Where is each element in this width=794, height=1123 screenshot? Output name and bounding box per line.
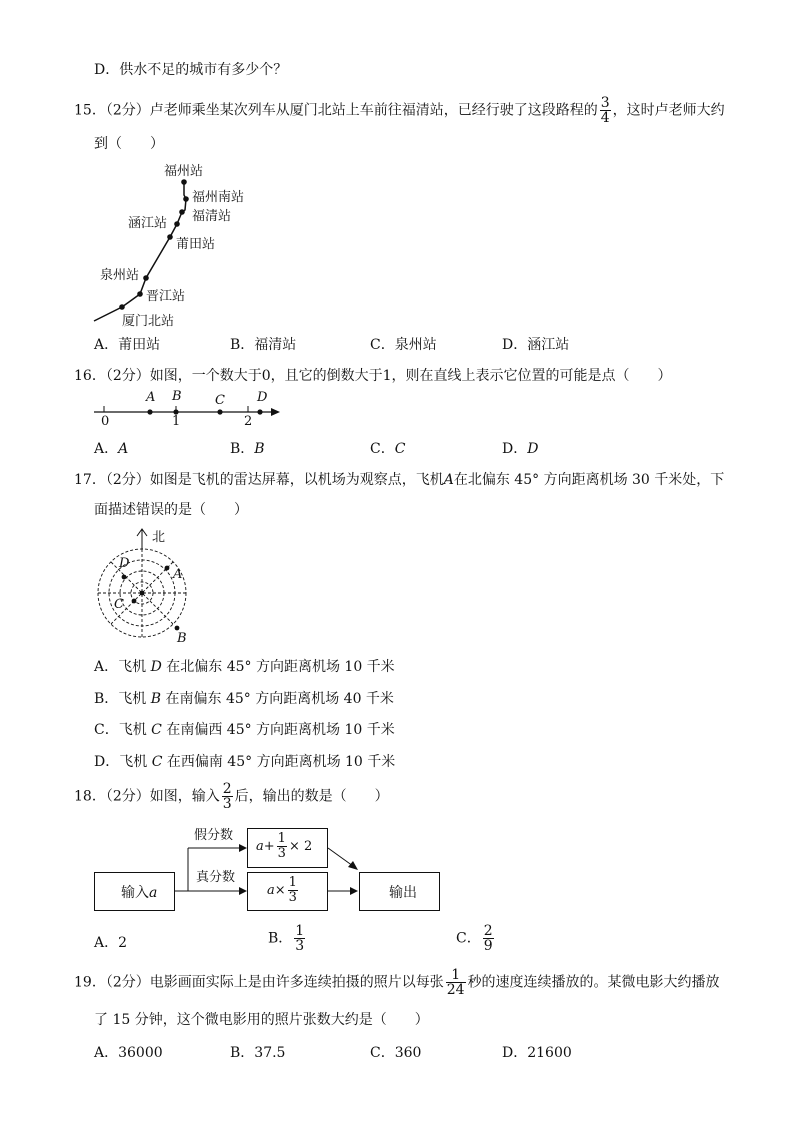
q16-option-d[interactable] [502, 438, 538, 458]
q17-option-d-pre: D．飞机 [94, 754, 152, 770]
flow-upper-arrowhead [239, 844, 247, 852]
expr1-fraction [277, 832, 287, 861]
q15-option-d[interactable]: D．涵江站 [502, 337, 570, 353]
flow-lower-arrowhead [239, 887, 247, 895]
station-label-xiamen-north: 厦门北站 [122, 314, 175, 329]
point-label-a: A [146, 390, 156, 405]
input-box [94, 872, 175, 911]
q15-fraction [600, 96, 611, 125]
q17-option-c-plane: C [151, 722, 162, 738]
q14-option-d: D．供水不足的城市有多少个？ [94, 62, 288, 78]
q16-option-a-label: A． [94, 441, 119, 457]
q18-stem-prefix: 18．（2分）如图，输入 [74, 788, 220, 805]
q17-option-a[interactable] [94, 656, 395, 676]
q17-option-b-pre: B．飞机 [94, 691, 151, 707]
radar-label-d: D [119, 556, 130, 571]
station-dot-jinjiang [137, 291, 143, 297]
q18-option-b-label: B． [268, 930, 293, 947]
point-c [217, 409, 222, 414]
flow-diag-arrowhead [348, 861, 358, 870]
station-dot-putian [167, 234, 173, 240]
q17-option-a-plane: D [150, 659, 162, 675]
station-dot-hanjiang [174, 221, 180, 227]
north-label: 北 [152, 530, 166, 545]
q16-option-b-value: B [254, 441, 265, 457]
q16-option-b-label: B． [230, 441, 255, 457]
plane-dot-c [132, 599, 137, 604]
point-label-c: C [215, 393, 225, 408]
q17-option-c-post: 在南偏西 45° 方向距离机场 10 千米 [161, 722, 395, 738]
proper-label: 真分数 [196, 870, 236, 885]
expr1-var: a [256, 839, 264, 854]
q18-frac-den: 3 [222, 796, 232, 812]
expr2-var: a [267, 883, 275, 898]
q17-stem-line1 [74, 470, 724, 490]
q19-option-b[interactable]: B．37.5 [230, 1045, 286, 1061]
q17-option-c-pre: C．飞机 [94, 722, 152, 738]
q18-option-c[interactable] [456, 924, 496, 953]
q19-option-a[interactable]: A．36000 [94, 1045, 163, 1061]
station-dot-quanzhou [143, 275, 149, 281]
q15-stem-line2: 到（ ） [94, 136, 164, 152]
station-label-putian: 莆田站 [176, 237, 216, 252]
point-d [257, 409, 262, 414]
expr1-frac-num: 1 [277, 831, 286, 846]
q19-frac-num: 1 [446, 968, 466, 983]
q17-option-a-pre: A．飞机 [94, 659, 151, 675]
q17-option-b[interactable] [94, 688, 394, 708]
q16-stem: 16．（2分）如图，一个数大于0，且它的倒数大于1，则在直线上表示它位置的可能是点（ ） [74, 368, 672, 384]
expr2-fraction [288, 876, 298, 905]
expr1-plus: + [263, 839, 275, 854]
station-label-fuzhou-south: 福州南站 [192, 190, 245, 205]
radar-label-c: C [114, 597, 124, 612]
q16-option-c[interactable] [370, 438, 405, 458]
proper-process-box [247, 872, 328, 911]
expr1-frac-den: 3 [277, 846, 286, 861]
q16-option-a[interactable] [94, 438, 128, 458]
q19-option-d[interactable]: D．21600 [502, 1045, 572, 1061]
q19-frac-den: 24 [446, 982, 465, 998]
q18-fraction [222, 782, 233, 811]
station-label-quanzhou: 泉州站 [100, 268, 140, 283]
q15-stem-suffix: ，这时卢老师大约 [612, 102, 725, 119]
point-label-b: B [172, 389, 182, 404]
q17-option-b-plane: B [150, 691, 162, 707]
radar-label-b: B [177, 631, 187, 646]
q16-option-c-label: C． [370, 441, 395, 457]
output-box-label: 输出 [389, 885, 417, 901]
plane-dot-d [122, 575, 127, 580]
q17-radar-screen [90, 525, 200, 647]
q17-stem-line2: 面描述错误的是（ ） [94, 502, 248, 518]
q17-option-d[interactable] [94, 751, 395, 771]
expr1-tail: × 2 [288, 839, 313, 854]
station-dot-fuzhou-south [183, 196, 189, 202]
q15-railway-map [90, 155, 250, 335]
q18-frac-num: 2 [222, 781, 232, 797]
q15-frac-den: 4 [600, 110, 610, 126]
q16-option-c-value: C [394, 441, 406, 457]
q18-option-a[interactable]: A．2 [94, 935, 128, 951]
q19-option-c[interactable]: C．360 [370, 1045, 422, 1061]
q17-option-b-post: 在南偏东 45° 方向距离机场 40 千米 [161, 691, 394, 707]
q18-option-c-num: 2 [483, 923, 493, 939]
radar-label-a: A [173, 567, 183, 582]
plane-dot-b [175, 626, 180, 631]
q17-option-a-post: 在北偏东 45° 方向距离机场 10 千米 [161, 659, 395, 675]
q18-option-b-num: 1 [295, 923, 305, 939]
q17-option-d-post: 在西偏南 45° 方向距离机场 10 千米 [162, 754, 396, 770]
q18-option-c-fraction [483, 924, 494, 953]
airport-dot [140, 591, 145, 596]
station-dot-xiamen-north [119, 304, 125, 310]
input-box-var: a [149, 885, 158, 901]
tick-label-1: 1 [172, 414, 181, 429]
q15-option-b[interactable]: B．福清站 [230, 337, 297, 353]
improper-expression [256, 832, 312, 861]
q18-stem-suffix: 后，输出的数是（ ） [234, 788, 389, 805]
q16-option-d-value: D [527, 441, 539, 457]
q18-stem [74, 782, 389, 811]
station-label-hanjiang: 涵江站 [128, 216, 168, 231]
station-label-fuqing: 福清站 [192, 209, 232, 224]
expr2-frac-num: 1 [288, 875, 297, 890]
q15-option-c[interactable]: C．泉州站 [370, 337, 437, 353]
flow-diag-line [328, 848, 353, 866]
station-dot-fuzhou [181, 179, 187, 185]
q19-stem-line2: 了 15 分钟，这个微电影用的照片张数大约是（ ） [94, 1012, 429, 1028]
station-label-jinjiang: 晋江站 [146, 289, 186, 304]
q17-stem-plane: A [443, 472, 454, 488]
output-box [359, 872, 440, 911]
q17-stem-a: 17．（2分）如图是飞机的雷达屏幕，以机场为观察点，飞机 [74, 472, 444, 488]
q17-option-c[interactable] [94, 719, 395, 739]
q16-option-a-value: A [118, 441, 129, 457]
flow-output-arrowhead [350, 887, 358, 895]
q17-stem-c: 在北偏东 45° 方向距离机场 30 千米处，下 [453, 472, 725, 488]
improper-process-box [247, 828, 328, 868]
q16-option-d-label: D． [502, 441, 528, 457]
q19-stem-prefix: 19．（2分）电影画面实际上是由许多连续拍摄的照片以每张 [74, 974, 444, 991]
number-line-arrow [271, 408, 280, 416]
expr2-times: × [274, 883, 286, 898]
q16-option-b[interactable] [230, 438, 265, 458]
q18-option-b-fraction [294, 924, 305, 953]
station-label-fuzhou: 福州站 [164, 164, 204, 179]
q18-option-c-label: C． [456, 930, 481, 947]
q15-option-a[interactable]: A．莆田站 [94, 337, 161, 353]
input-box-text [121, 882, 157, 902]
q19-stem-line1 [74, 968, 720, 997]
expr2-frac-den: 3 [288, 890, 297, 905]
q15-frac-num: 3 [600, 95, 610, 111]
proper-expression [267, 876, 300, 905]
station-dot-fuqing [179, 209, 185, 215]
q19-fraction [446, 968, 466, 997]
improper-label: 假分数 [194, 828, 234, 843]
q18-option-b[interactable] [268, 924, 307, 953]
tick-label-2: 2 [244, 414, 253, 429]
point-label-d: D [257, 390, 268, 405]
input-box-label: 输入 [121, 885, 149, 901]
q15-stem-prefix: 15．（2分）卢老师乘坐某次列车从厦门北站上车前往福清站，已经行驶了这段路程的 [74, 102, 598, 119]
point-a [147, 409, 152, 414]
q17-option-d-plane: C [151, 754, 163, 770]
q18-option-b-den: 3 [295, 938, 305, 954]
q19-stem-suffix: 秒的速度连续播放的。某微电影大约播放 [467, 974, 720, 991]
q18-option-c-den: 9 [483, 938, 493, 954]
tick-label-0: 0 [101, 414, 110, 429]
q15-stem [74, 96, 725, 125]
plane-dot-a [165, 566, 170, 571]
